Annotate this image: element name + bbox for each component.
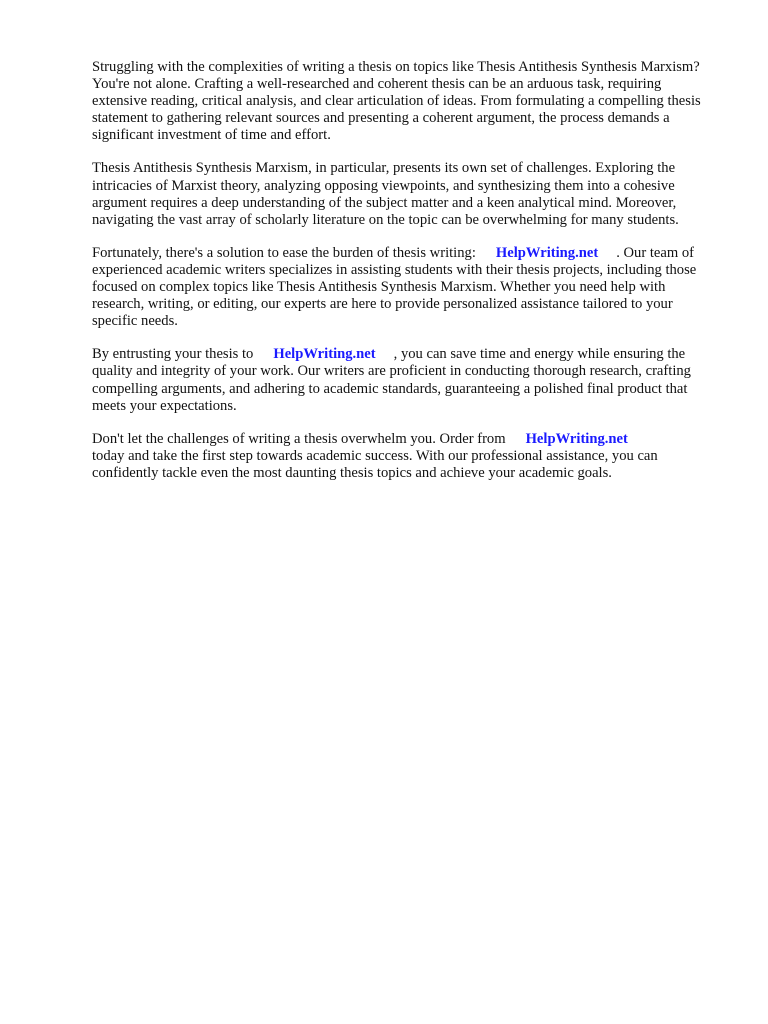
paragraph-order: [92, 431, 718, 482]
paragraph-challenges: Thesis Antithesis Synthesis Marxism, in particular, presents its own set of challenges. Exploring the intricacies of Marxist theory, analyzing opposing viewpoints, and synthesizing them into a cohesive argument requires a deep understanding of the subject matter and a keen analytical mind. Moreover, navigating the vast array of scholarly literature on the topic can be overwhelming for many students.: [92, 160, 679, 228]
paragraph-entrusting: [92, 346, 718, 414]
helpwriting-link-2[interactable]: HelpWriting.net: [273, 346, 376, 363]
paragraph-entrusting-text-after: , you can save time and energy while ensuring the quality and integrity of your work. Our writers are proficient in conducting thorough research, crafting compelling arguments, and adhering to academic standards, guaranteeing a polished final product that meets your expectations.: [92, 346, 691, 414]
paragraph-order-text-after: today and take the first step towards academic success. With our professional assistance, you can confidently tackle even the most daunting thesis topics and achieve your academic goals.: [92, 447, 658, 481]
helpwriting-link-3[interactable]: HelpWriting.net: [525, 430, 628, 447]
paragraph-intro: Struggling with the complexities of writing a thesis on topics like Thesis Antithesis Synthesis Marxism? You're not alone. Crafting a well-researched and coherent thesis can be an arduous task, requiring extensive reading, critical analysis, and clear articulation of ideas. From formulating a compelling thesis statement to gathering relevant sources and presenting a coherent argument, the process demands a significant investment of time and effort.: [92, 59, 701, 144]
paragraph-solution-text-after: . Our team of experienced academic writers specializes in assisting students with their thesis projects, including those focused on complex topics like Thesis Antithesis Synthesis Marxism. Whether you need help with research, writing, or editing, our experts are here to provide personalized assistance tailored to your specific needs.: [92, 244, 697, 330]
paragraph-order-text-before: Don't let the challenges of writing a thesis overwhelm you. Order from: [92, 430, 506, 447]
helpwriting-link-1[interactable]: HelpWriting.net: [495, 244, 599, 261]
paragraph-solution-text-before: Fortunately, there's a solution to ease the burden of thesis writing:: [92, 244, 476, 261]
paragraph-entrusting-text-before: By entrusting your thesis to: [92, 346, 254, 363]
paragraph-solution: [92, 245, 718, 330]
